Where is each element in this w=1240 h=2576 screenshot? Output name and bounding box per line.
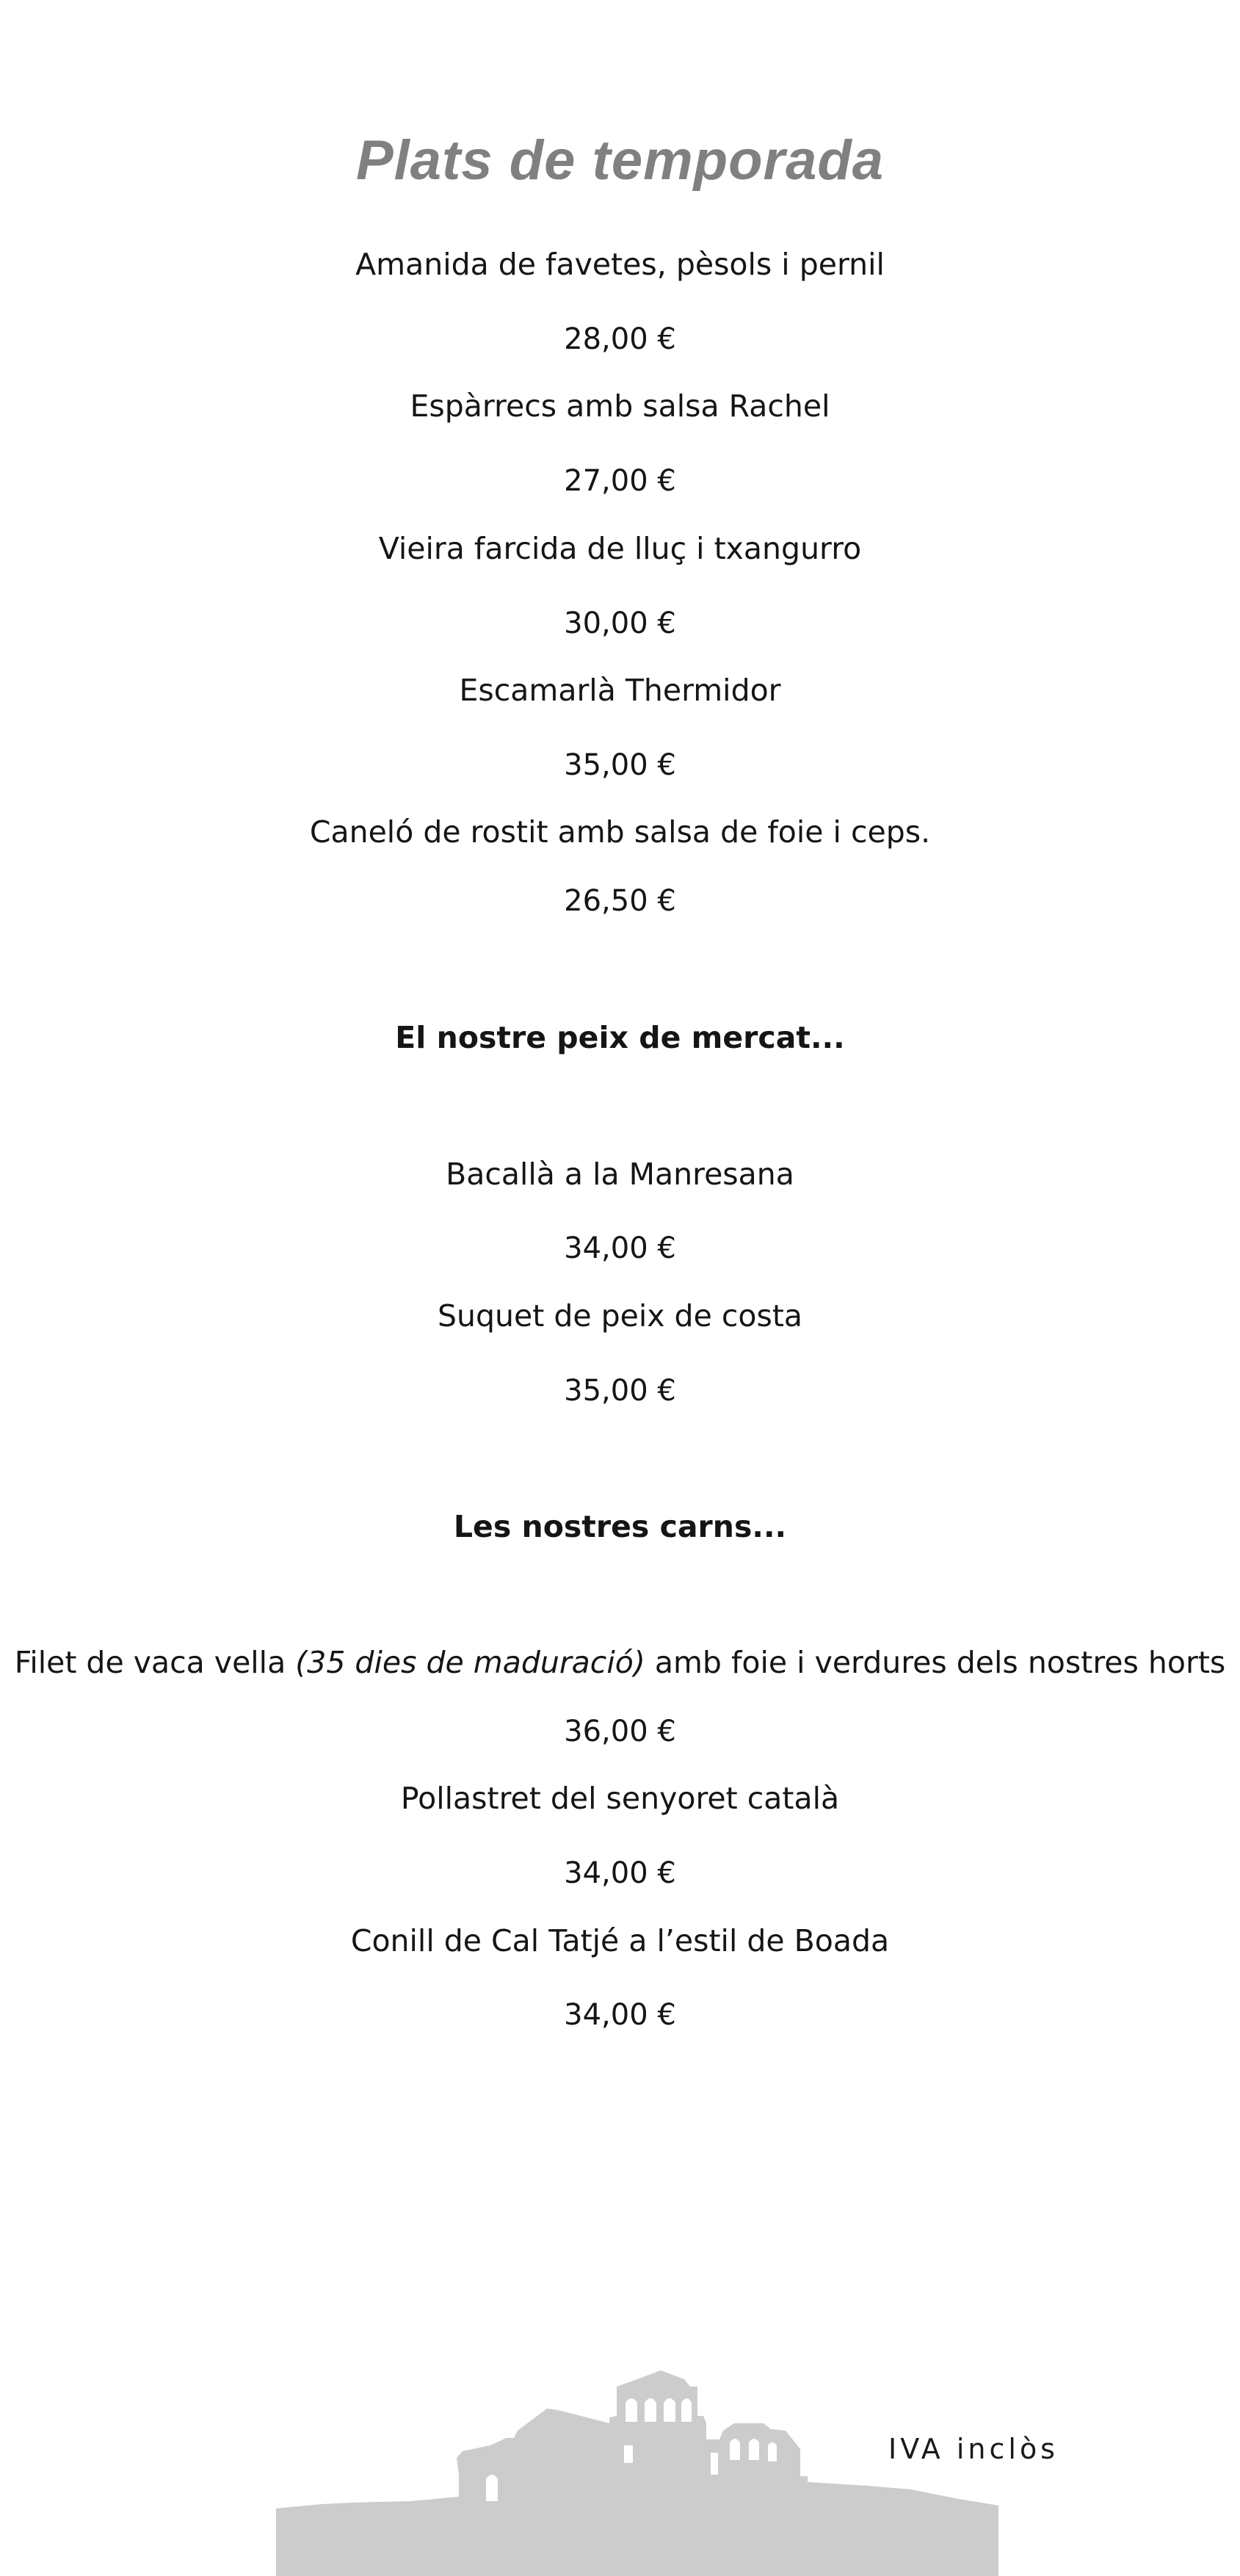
- dish-name: Pollastret del senyoret català: [400, 1781, 840, 1816]
- dish-name: Vieira farcida de lluç i txangurro: [378, 531, 862, 566]
- dish-price: 35,00 €: [564, 748, 676, 782]
- dish-price: 34,00 €: [564, 1231, 676, 1265]
- dish-name: Conill de Cal Tatjé a l’estil de Boada: [350, 1923, 890, 1958]
- dish-name: Bacallà a la Manresana: [446, 1157, 794, 1192]
- dish-price: 26,50 €: [564, 884, 676, 918]
- dish-name-maturation: (35 dies de maduració): [295, 1645, 645, 1680]
- section-heading-meat: Les nostres carns...: [453, 1509, 787, 1544]
- dish-price: 27,00 €: [564, 464, 676, 498]
- dish-price: 34,00 €: [564, 1856, 676, 1890]
- dish-name: Espàrrecs amb salsa Rachel: [410, 388, 830, 424]
- section-heading-fish: El nostre peix de mercat...: [395, 1020, 845, 1055]
- dish-name: Escamarlà Thermidor: [459, 673, 781, 708]
- dish-price: 35,00 €: [564, 1374, 676, 1408]
- dish-price: 28,00 €: [564, 322, 676, 356]
- dish-name: Caneló de rostit amb salsa de foie i ceps.: [309, 814, 931, 850]
- dish-name-part: amb foie i verdures dels nostres horts: [645, 1645, 1226, 1680]
- dish-name-part: Filet de vaca vella: [14, 1645, 296, 1680]
- dish-name: Amanida de favetes, pèsols i pernil: [355, 247, 885, 282]
- dish-name: [0, 1644, 1240, 1681]
- dish-price: 36,00 €: [564, 1715, 676, 1748]
- page-title: Plats de temporada: [355, 129, 885, 192]
- dish-name: Suquet de peix de costa: [437, 1298, 803, 1334]
- dish-price: 30,00 €: [564, 607, 676, 640]
- tax-note: IVA inclòs: [888, 2433, 1059, 2465]
- dish-price: 34,00 €: [564, 1998, 676, 2032]
